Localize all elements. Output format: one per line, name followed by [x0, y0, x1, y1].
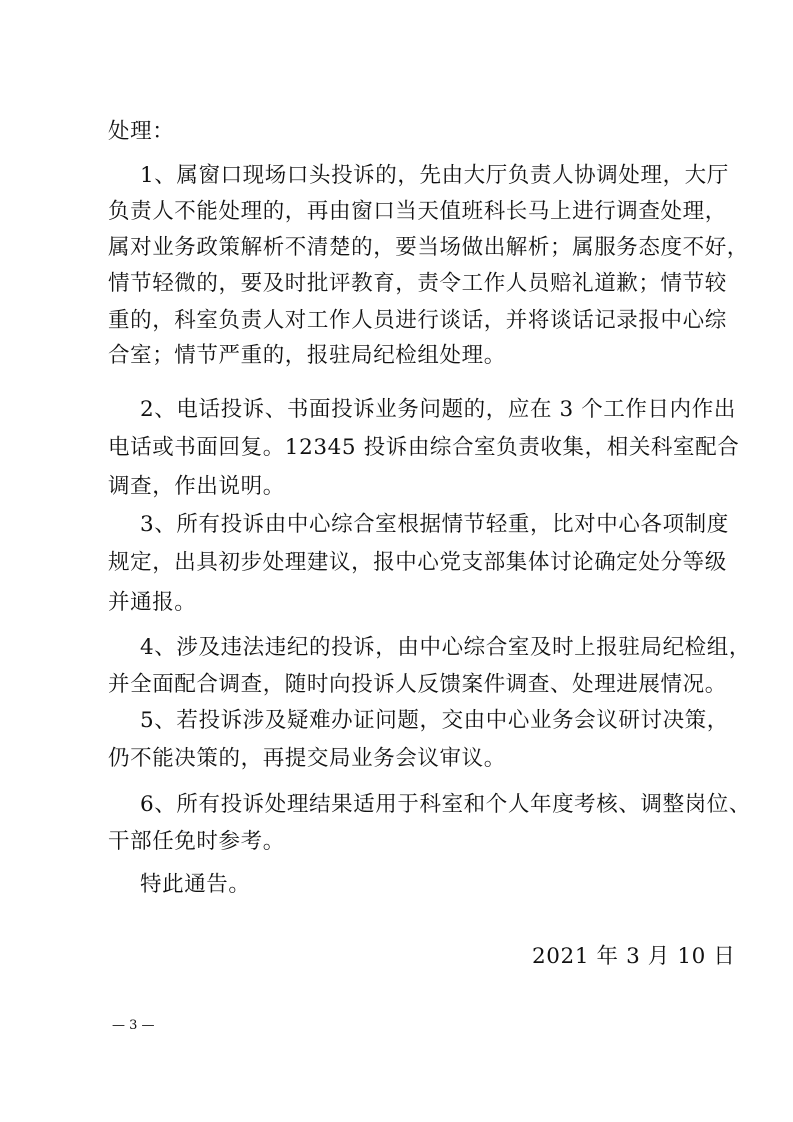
text-line-8: 2、电话投诉、书面投诉业务问题的，应在 3 个工作日内作出 [140, 397, 736, 422]
text-line-10: 调查，作出说明。 [108, 474, 285, 499]
text-line-5: 情节轻微的，要及时批评教育，责令工作人员赔礼道歉；情节较 [108, 271, 727, 296]
text-line-7: 合室；情节严重的，报驻局纪检组处理。 [108, 343, 506, 368]
text-line-6: 重的，科室负责人对工作人员进行谈话，并将谈话记录报中心综 [108, 308, 727, 333]
text-line-11: 3、所有投诉由中心综合室根据情节轻重，比对中心各项制度 [140, 512, 729, 537]
text-line-9: 电话或书面回复。12345 投诉由综合室负责收集，相关科室配合 [108, 435, 740, 460]
text-line-13: 并通报。 [108, 590, 197, 615]
text-line-3: 负责人不能处理的，再由窗口当天值班科长马上进行调查处理， [108, 199, 727, 224]
text-line-18: 6、所有投诉处理结果适用于科室和个人年度考核、调整岗位、 [140, 792, 751, 817]
text-line-19: 干部任免时参考。 [108, 829, 285, 854]
document-date: 2021 年 3 月 10 日 [532, 944, 736, 969]
text-line-14: 4、涉及违法违纪的投诉，由中心综合室及时上报驻局纪检组， [140, 635, 751, 660]
text-line-1: 处理： [108, 119, 175, 144]
text-line-16: 5、若投诉涉及疑难办证问题，交由中心业务会议研讨决策， [140, 708, 729, 733]
text-line-4: 属对业务政策解析不清楚的，要当场做出解析；属服务态度不好， [108, 235, 749, 260]
text-line-15: 并全面配合调查，随时向投诉人反馈案件调查、处理进展情况。 [108, 672, 727, 697]
text-line-17: 仍不能决策的，再提交局业务会议审议。 [108, 746, 506, 771]
page-number: — 3 — [112, 1018, 155, 1033]
closing-line: 特此通告。 [140, 872, 251, 897]
text-line-2: 1、属窗口现场口头投诉的，先由大厅负责人协调处理，大厅 [140, 163, 729, 188]
text-line-12: 规定，出具初步处理建议，报中心党支部集体讨论确定处分等级 [108, 550, 727, 575]
